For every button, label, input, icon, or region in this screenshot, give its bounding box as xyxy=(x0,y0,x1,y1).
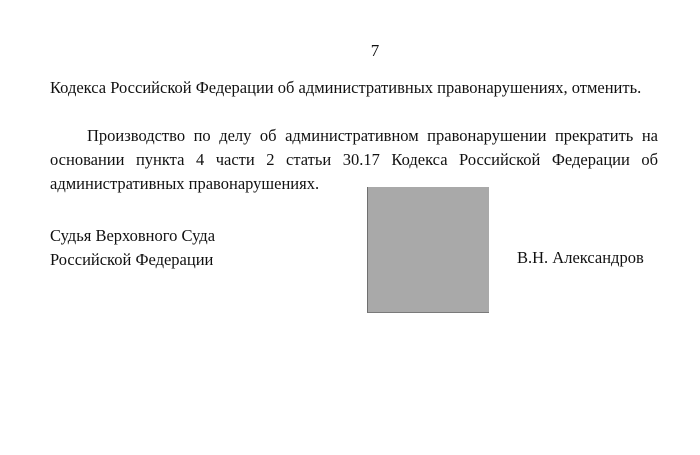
paragraph-closing-clause: Кодекса Российской Федерации об административных правонарушениях, отменить. xyxy=(50,78,642,97)
signature-position-line-1: Судья Верховного Суда xyxy=(50,226,216,245)
signature-position xyxy=(50,224,215,272)
paragraph-ruling: Производство по делу об административном правонарушении прекратить на основании пункта 4 части 2 статьи 30.17 Кодекса Российской Федерации об административных правонарушениях. xyxy=(50,126,658,193)
redacted-stamp-box xyxy=(367,187,489,313)
signature-position-line-2: Российской Федерации xyxy=(50,250,214,269)
signer-name: В.Н. Александров xyxy=(517,248,644,267)
page-number: 7 xyxy=(370,41,380,60)
